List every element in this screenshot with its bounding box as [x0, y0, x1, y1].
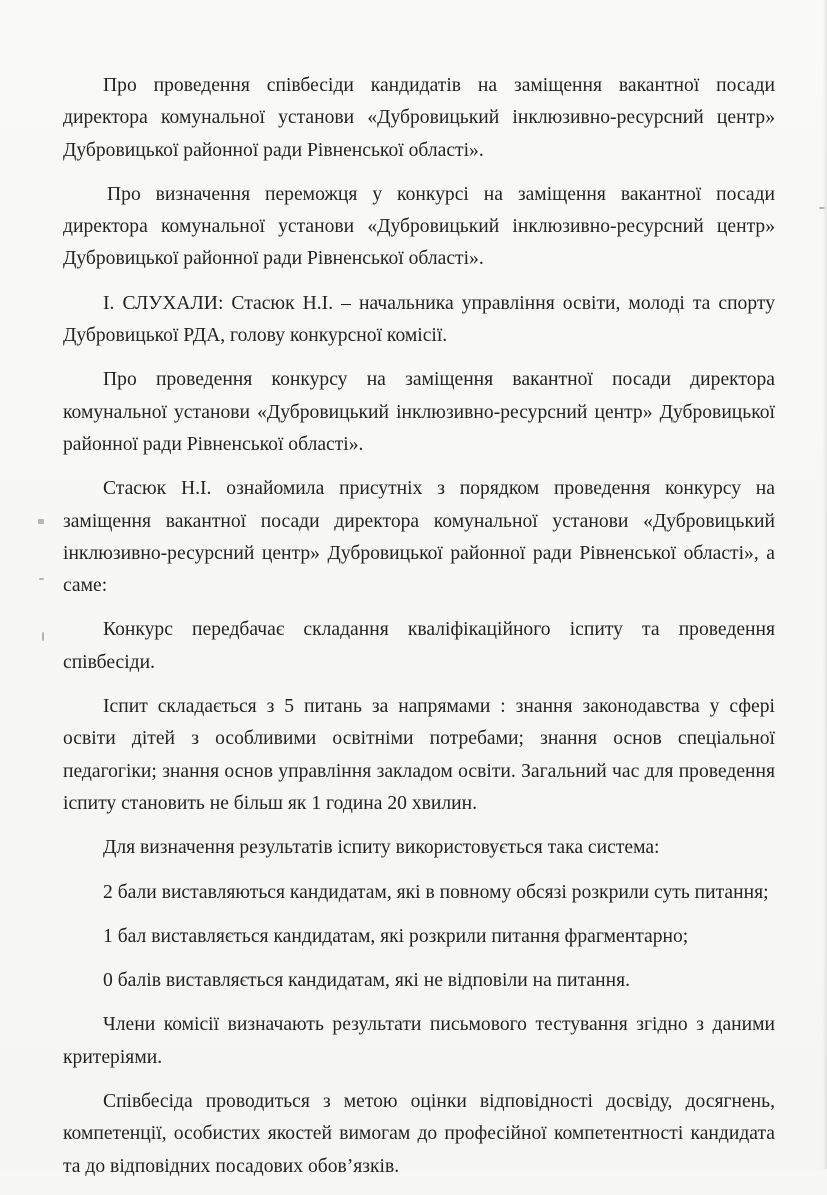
paragraph-winner-topic: Про визначення переможця у конкурсі на заміщення вакантної посади директора комунальної установи «Дубровицький інклюзивно-ресурсний центр» Дубровицької районної ради Рівненської області».: [63, 183, 775, 270]
document-body: [63, 70, 775, 1195]
scan-speck: [42, 632, 44, 641]
paragraph-procedure-intro: Стасюк Н.І. ознайомила присутніх з порядком проведення конкурсу на заміщення вакантної посади директора комунальної установи «Дубровицький інклюзивно-ресурсний центр» Дубровицької районної ради Рівненської області», а саме:: [63, 478, 775, 597]
scan-edge-shadow: [823, 0, 827, 1169]
scan-speck: [38, 519, 44, 524]
paragraph-exam-description: Іспит складається з 5 питань за напрямами : знання законодавства у сфері освіти дітей з особливими освітніми потребами; знання основ спеціальної педагогіки; знання основ управління закладом освіти. Загальний час для проведення іспиту становить не більш як 1 година 20 хвилин.: [63, 696, 775, 814]
paragraph-score-1: 1 бал виставляється кандидатам, які розкрили питання фрагментарно;: [103, 925, 689, 947]
paragraph-interview-purpose: Співбесіда проводиться з метою оцінки відповідності досвіду, досягнень, компетенції, особистих якостей вимогам до професійної компетентності кандидата та до відповідних посадових обов’язків.: [63, 1091, 775, 1177]
paragraph-heard: І. СЛУХАЛИ: Стасюк Н.І. – начальника управління освіти, молоді та спорту Дубровицької РДА, голову конкурсної комісії.: [63, 292, 775, 347]
paragraph-score-2: 2 бали виставляються кандидатам, які в повному обсязі розкрили суть питання;: [103, 881, 769, 903]
scan-speck: [819, 207, 825, 209]
scan-speck: [39, 578, 44, 580]
paragraph-interview-topic: Про проведення співбесіди кандидатів на заміщення вакантної посади директора комунальної установи «Дубровицький інклюзивно-ресурсний центр» Дубровицької районної ради Рівненської області».: [63, 75, 775, 161]
paragraph-contest-topic: Про проведення конкурсу на заміщення вакантної посади директора комунальної установи «Дубровицький інклюзивно-ресурсний центр» Дубровицької районної ради Рівненської області».: [63, 369, 775, 455]
paragraph-commission-results: Члени комісії визначають результати письмового тестування згідно з даними критеріями.: [63, 1014, 775, 1068]
paragraph-scoring-system: Для визначення результатів іспиту використовується така система:: [103, 837, 660, 859]
paragraph-contest-stages: Конкурс передбачає складання кваліфікаційного іспиту та проведення співбесіди.: [63, 619, 775, 673]
paragraph-score-0: 0 балів виставляється кандидатам, які не відповіли на питання.: [103, 970, 631, 992]
